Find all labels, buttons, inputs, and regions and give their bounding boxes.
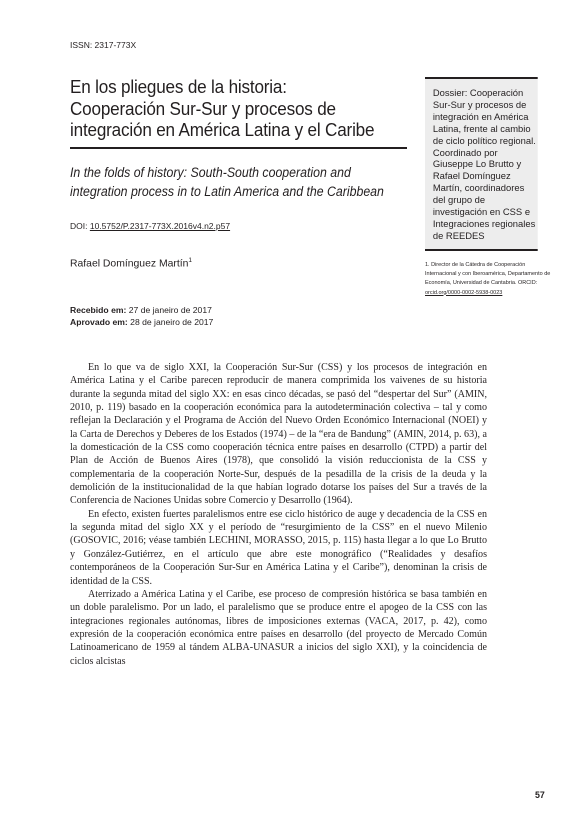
orcid-link[interactable]: orcid.org/0000-0002-5938-0023 bbox=[425, 289, 503, 296]
approved-label: Aprovado em: bbox=[70, 316, 128, 327]
body-paragraph: En lo que va de siglo XXI, la Cooperación Sur-Sur (CSS) y los procesos de integración en América Latina y el Caribe parecen reproducir de manera comprimida los vaivenes de su historia durante la segunda mitad del siglo XX: en esas cinco décadas, se pasó del “despertar del Sur” (AMIN, 2010, p. 119) basado en la cooperación económica para la autodeterminación colectiva – tal y como reflejan la Declaración y el Programa de Acción del Nuevo Orden Económico Internacional (NOEI) y la Carta de Derechos y Deberes de los Estados (1974) – de la “era de Bandung” (AMIN, 2014, p. 63), a la domesticación de la CSS como cooperación técnica entre países en desarrollo (CTPD) a partir del Plan de Acción de Buenos Aires (1978), que consolidó la visión reduccionista de la CSS y complementaria de la cooperación Norte-Sur, después de la pesadilla de la crisis de la deuda y la demolición de la institucionalidad de la que habían logrado dotarse los países del Sur a través de la Conferencia de Naciones Unidas sobre Comercio y Desarrollo (1964). bbox=[70, 362, 487, 507]
publication-dates bbox=[70, 305, 213, 329]
author-name bbox=[70, 257, 192, 269]
body-paragraph: Aterrizado a América Latina y el Caribe, ese proceso de compresión histórica se basa también en un doble paralelismo. Por un lado, el paralelismo que se produce entre el apogeo de la CSS con las integraciones regionales autónomas, libres de imposiciones externas (VACA, 2017, p. 42), como expresión de la cooperación económica entre países en desarrollo (del proyecto de Mercado Común Latinoamericano de 1959 al tándem ALBA-UNASUR a inicios del siglo XXI), y la coincidencia de ciclos alcistas bbox=[70, 588, 487, 667]
approved-date: 28 de janeiro de 2017 bbox=[127, 316, 214, 327]
doi-line bbox=[70, 221, 230, 231]
issn-label: ISSN: 2317-773X bbox=[70, 40, 137, 50]
doi-label: DOI: bbox=[70, 221, 90, 231]
article-subtitle bbox=[70, 163, 401, 201]
title-divider bbox=[70, 147, 407, 149]
doi-link[interactable]: 10.5752/P.2317-773X.2016v4.n2.p57 bbox=[89, 221, 231, 231]
author-name-text: Rafael Domínguez Martín bbox=[70, 258, 189, 270]
article-title-line: integración en América Latina y el Caribe bbox=[70, 119, 375, 140]
approved-date-line bbox=[70, 317, 213, 329]
article-body bbox=[70, 361, 487, 668]
body-paragraph: En efecto, existen fuertes paralelismos entre ese ciclo histórico de auge y decadencia de la CSS en la segunda mitad del siglo XX y el período de “resurgimiento de la CSS” en el nuevo Milenio (GOSOVIC, 2016; véase también LECHINI, MORASSO, 2015, p. 115) hasta llegar a lo que Lo Brutto y González-Gutiérrez, en el artículo que abre este monográfico (“Realidades y desafíos contemporáneos de la Cooperación Sur-Sur en América Latina y el Caribe”), denominan la crisis de identidad de la CSS. bbox=[70, 508, 487, 587]
received-date: 27 de janeiro de 2017 bbox=[126, 305, 212, 315]
article-subtitle-line: In the folds of history: South-South cooperation and bbox=[70, 165, 351, 180]
author-footnote bbox=[425, 261, 553, 298]
received-label: Recebido em: bbox=[70, 305, 127, 315]
article-title-line: En los pliegues de la historia: bbox=[70, 76, 287, 97]
dossier-box: Dossier: Cooperación Sur-Sur y procesos de integración en América Latina, frente al cambio de ciclo político regional. Coordinado por Giuseppe Lo Brutto y Rafael Domínguez Martín, coordinadores del grupo de investigación en CSS e Integraciones regionales de REEDES bbox=[425, 77, 538, 251]
article-title-line: Cooperación Sur-Sur y procesos de bbox=[70, 97, 336, 119]
article-subtitle-line: integration process in to Latin America and the Caribbean bbox=[70, 184, 384, 199]
article-title bbox=[70, 76, 387, 141]
received-date-line bbox=[70, 305, 213, 317]
footnote-text: 1. Director de la Cátedra de Cooperación Internacional y con Iberoamérica, Departamento de Economía, Universidad de Cantabria. ORCID: bbox=[425, 262, 551, 287]
page-number: 57 bbox=[535, 790, 545, 800]
author-footnote-marker[interactable]: 1 bbox=[188, 257, 193, 264]
